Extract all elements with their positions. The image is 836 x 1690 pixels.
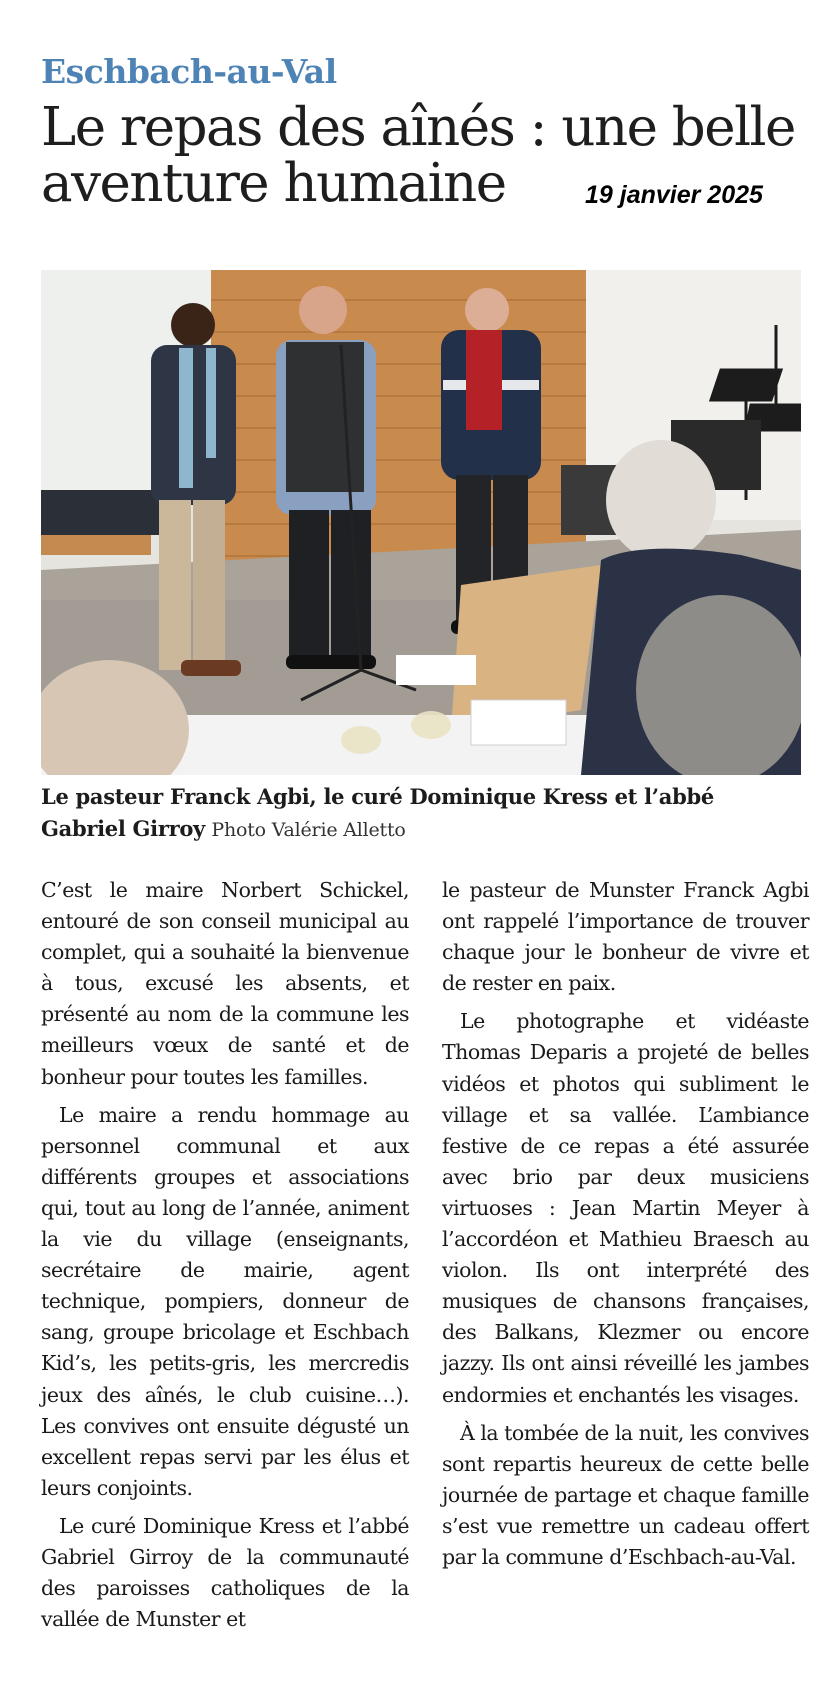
body-paragraph: le pasteur de Munster Franck Agbi ont rappelé l’importance de trouver chaque jour le bonheur de vivre et de rester en paix. — [442, 878, 809, 996]
article-photo — [41, 270, 801, 775]
article-column-left — [41, 875, 409, 1642]
body-paragraph: Le maire a rendu hommage au personnel communal et aux différents groupes et associations qui, tout au long de l’année, animent la vie du village (enseignants, secrétaire de mairie, agent technique, pompiers, donneur de sang, groupe bricolage et Eschbach Kid’s, les petits-gris, les mercredis jeux des aînés, le club cuisine…). Les convives ont ensuite dégusté un excellent repas servi par les élus et leurs conjoints. — [41, 1102, 409, 1500]
caption-names: Le pasteur Franck Agbi, le curé Dominique Kress et l’abbé Gabriel Girroy — [41, 784, 714, 841]
article-headline: Le repas des aînés : une belle aventure humaine — [41, 97, 795, 214]
photo-caption — [41, 781, 801, 846]
body-paragraph: Le photographe et vidéaste Thomas Deparis a projeté de belles vidéos et photos qui subliment le village et sa vallée. L’ambiance festive de ce repas a été assurée avec brio par deux musiciens virtuoses : Jean Martin Meyer à l’accordéon et Mathieu Braesch au violon. Ils ont interprété des musiques de chansons françaises, des Balkans, Klezmer ou encore jazzy. Ils ont ainsi réveillé les jambes endormies et enchantés les visages. — [442, 1009, 809, 1407]
article-column-right — [442, 875, 809, 1580]
article-date: 19 janvier 2025 — [585, 181, 763, 209]
body-paragraph: Le curé Dominique Kress et l’abbé Gabriel Girroy de la communauté des paroisses catholiques de la vallée de Munster et — [41, 1513, 409, 1632]
body-paragraph: À la tombée de la nuit, les convives sont repartis heureux de cette belle journée de partage et chaque famille s’est vue remettre un cadeau offert par la commune d’Eschbach-au-Val. — [442, 1420, 809, 1569]
photo-credit: Photo Valérie Alletto — [211, 819, 406, 841]
body-paragraph: C’est le maire Norbert Schickel, entouré de son conseil municipal au complet, qui a souhaité la bienvenue à tous, excusé les absents, et présenté au nom de la commune les meilleurs vœux de santé et de bonheur pour toutes les familles. — [41, 878, 409, 1089]
article-kicker: Eschbach-au-Val — [41, 52, 337, 91]
